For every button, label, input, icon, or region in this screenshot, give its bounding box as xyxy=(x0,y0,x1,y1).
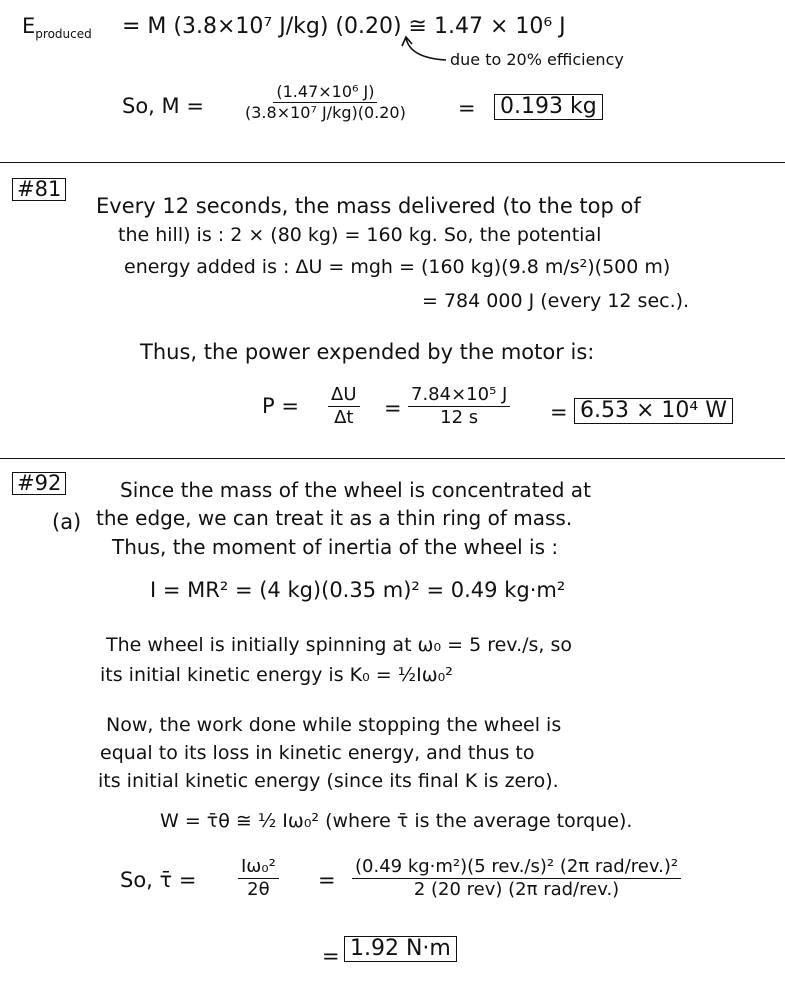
p92-line-3: Thus, the moment of inertia of the wheel is : xyxy=(112,535,559,559)
p92-line-1: Since the mass of the wheel is concentrated at xyxy=(120,478,591,502)
p81-line-3: energy added is : ΔU = mgh = (160 kg)(9.8 m/s²)(500 m) xyxy=(124,256,671,278)
mass-fraction-denominator: (3.8×10⁷ J/kg)(0.20) xyxy=(245,103,406,122)
power-fraction-2-numerator: 7.84×10⁵ J xyxy=(408,386,510,407)
torque-equals-1: = xyxy=(318,868,336,892)
p92-line-9: its initial kinetic energy (since its final K is zero). xyxy=(98,770,559,792)
part-a-label: (a) xyxy=(52,510,82,534)
power-equals-1: = xyxy=(384,396,402,420)
p81-line-2: the hill) is : 2 × (80 kg) = 160 kg. So, the potential xyxy=(118,224,602,246)
p92-line-5: The wheel is initially spinning at ω₀ = 5 rev./s, so xyxy=(106,634,573,656)
p92-line-2: the edge, we can treat it as a thin ring of mass. xyxy=(96,506,573,530)
mass-fraction xyxy=(242,84,409,121)
power-fraction-2-denominator: 12 s xyxy=(440,407,479,428)
power-equals-2: = xyxy=(550,400,568,424)
section-divider xyxy=(0,458,785,459)
torque-fraction-1-denominator: 2θ xyxy=(247,879,270,900)
power-lead: P = xyxy=(262,394,299,418)
torque-fraction-1-numerator: Iω₀² xyxy=(238,858,279,879)
p92-line-6: its initial kinetic energy is K₀ = ½Iω₀² xyxy=(100,664,453,686)
p81-line-1: Every 12 seconds, the mass delivered (to the top of xyxy=(96,194,641,218)
torque-answer-box: 1.92 N·m xyxy=(344,936,457,962)
efficiency-annotation: due to 20% efficiency xyxy=(450,50,624,69)
power-fraction-2 xyxy=(408,386,510,427)
torque-lead: So, τ̄ = xyxy=(120,868,197,892)
problem-92-label: #92 xyxy=(12,472,66,495)
section-divider xyxy=(0,162,785,163)
p92-work-equation: W = τ̄θ ≅ ½ Iω₀² (where τ̄ is the average torque). xyxy=(160,810,633,832)
torque-fraction-2-numerator: (0.49 kg·m²)(5 rev./s)² (2π rad/rev.)² xyxy=(352,858,681,879)
p81-line-5: Thus, the power expended by the motor is: xyxy=(140,340,595,364)
power-fraction-1 xyxy=(328,386,360,427)
mass-equals-sign: = xyxy=(458,96,476,120)
power-fraction-1-denominator: Δt xyxy=(334,407,354,428)
mass-answer-box: 0.193 kg xyxy=(494,94,603,120)
power-answer-box: 6.53 × 10⁴ W xyxy=(574,398,733,424)
torque-fraction-1 xyxy=(238,858,279,899)
p92-inertia-equation: I = MR² = (4 kg)(0.35 m)² = 0.49 kg·m² xyxy=(150,578,566,602)
torque-fraction-2-denominator: 2 (20 rev) (2π rad/rev.) xyxy=(413,879,620,900)
problem-81-label: #81 xyxy=(12,178,66,201)
p92-line-8: equal to its loss in kinetic energy, and thus to xyxy=(100,742,535,764)
p81-line-4: = 784 000 J (every 12 sec.). xyxy=(422,290,690,312)
p92-line-7: Now, the work done while stopping the wheel is xyxy=(106,714,562,736)
torque-equals-2: = xyxy=(322,944,340,968)
torque-fraction-2 xyxy=(352,858,681,899)
mass-solve-lead: So, M = xyxy=(122,94,204,118)
power-fraction-1-numerator: ΔU xyxy=(328,386,360,407)
mass-fraction-numerator: (1.47×10⁶ J) xyxy=(273,84,377,103)
energy-produced-equation: = M (3.8×10⁷ J/kg) (0.20) ≅ 1.47 × 10⁶ J xyxy=(122,14,566,39)
energy-produced-symbol: $E_{produced}$ xyxy=(22,14,92,42)
